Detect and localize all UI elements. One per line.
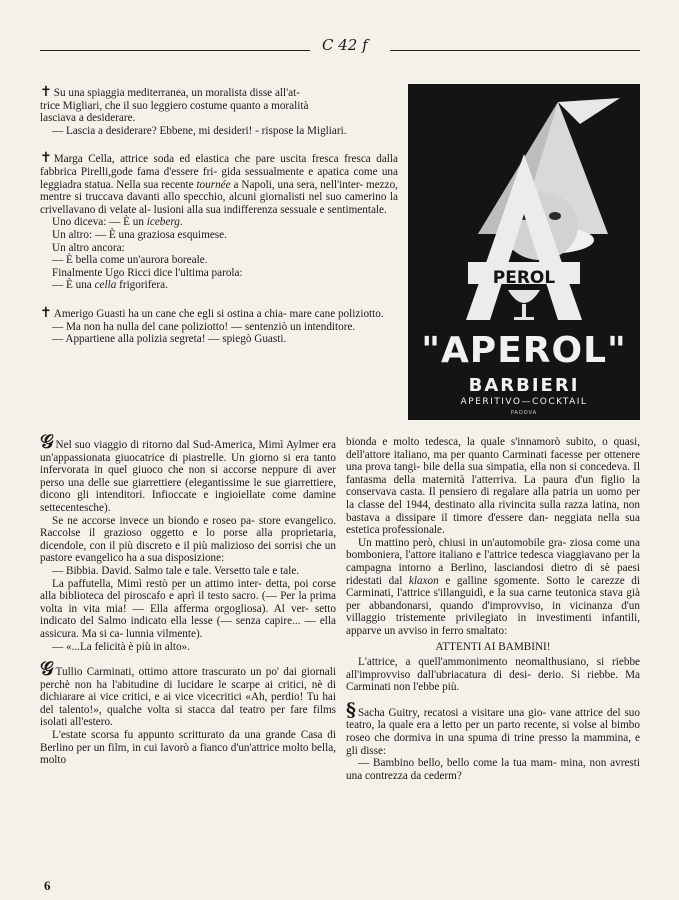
migliari-reply: — Lascia a desiderare? Ebbene, mi desideri! - rispose la Migliari. [52, 124, 347, 137]
guitry-line: — Bambino bello, bello come la tua mam- mina, non avresti una contrezza da cederm? [346, 757, 640, 782]
cross-icon: ✝ [40, 150, 52, 167]
ad-hat-text: PEROL [492, 268, 556, 288]
hat-tip-icon [558, 98, 620, 124]
ad-tagline: APERITIVO—COCKTAIL [460, 397, 588, 407]
carminati-paragraph: L'attrice, a quell'ammonimento neomalthusiano, si riebbe all'improvviso dall'ubriacatura di desi- derio. Si riebbe. Ma Carminati non l'ebbe più. [346, 656, 640, 694]
ornate-initial-icon: 𝒢 [40, 431, 54, 453]
aylmer-paragraph: Se ne accorse invece un biondo e roseo pa- store evangelico. Raccolse il grazioso oggetto e lo porse alla proprietaria, dicendole, con il più discreto e il più malizioso dei sorrisi che un pastore evangelico ha a sua disposizione: [40, 514, 336, 565]
item-guasti: ✝ Amerigo Guasti ha un cane che egli si ostina a chia- mare cane poliziotto. [40, 304, 384, 321]
ornate-initial-icon: § [346, 698, 356, 721]
ornate-initial-icon: 𝒢 [40, 658, 54, 681]
dialogue-line: Un altro ancora: [52, 241, 125, 254]
cross-icon: ✝ [40, 304, 52, 321]
dialogue-line: — È bella come un'aurora boreale. [52, 254, 208, 267]
sign-heading: ATTENTI AI BAMBINI! [435, 640, 551, 653]
left-top-column [40, 84, 398, 346]
carminati-paragraph: L'estate scorsa fu appunto scritturato da una grande Casa di Berlino per un film, in cui lavorò a fianco d'un'attrice molto bella, molto [40, 729, 336, 767]
dialogue-line: Uno diceva: — È un iceberg. [52, 216, 183, 229]
aperol-advertisement [408, 84, 640, 420]
guasti-line: — Appartiene alla polizia segreta! — spiegò Guasti. [52, 333, 287, 346]
left-bottom-column [40, 431, 336, 767]
dialogue-line: — È una cella frigorifera. [52, 279, 168, 292]
eye-icon [549, 212, 561, 220]
header-rule [40, 36, 640, 56]
header-line-right [390, 50, 640, 51]
item-cella: ✝ Marga Cella, attrice soda ed elastica che pare uscita fresca fresca dalla fabbrica Pirelli,gode fama d'essere fri- gida sessualmente e apatica come una leggiadra statua. Nella sua recente tournée a Napoli, una sera, nell'inter- mezzo, mentre si truccava davanti allo specchio, alcuni giornalisti nel suo camerino la crivellavano di velate al- lusioni alla sua indifferenza sessuale e sentimentale. [40, 150, 398, 216]
dialogue-line: Finalmente Ugo Ricci dice l'ultima parola: [52, 266, 243, 279]
aylmer-paragraph: — «...La felicità è più in alto». [52, 640, 190, 653]
guasti-line: — Ma non ha nulla del cane poliziotto! — sentenziò un intenditore. [52, 320, 356, 333]
cross-icon: ✝ [40, 84, 52, 100]
item-carminati: 𝒢 Tullio Carminati, ottimo attore trascurato un po' dai giornali perchè non ha l'abitudine di lucidare le scarpe ai critici, nè di dichiarare ai vice critici, e ai vice vicecritici «Ah, perdio! Tu hai del talento!», qualche volta si stacca dal teatro per fare films isolati all'estero. [40, 658, 336, 729]
page-number: 6 [44, 878, 51, 893]
ad-maker: BARBIERI [468, 375, 580, 396]
carminati-paragraph: Un mattino però, chiusi in un'automobile gra- ziosa come una bomboniera, l'attore italiano e l'attrice tedesca viaggiavano per la campagna intorno a Berlino, lasciandosi dietro di sè paesi ridestati dal klaxon e galline sgomente. Sotto le carezze di Carminati, l'attrice s'illanguidì, e la sua carne teutonica stava già per abbandonarsi, quando d'improvviso, in vicinanza d'un villaggio tristemente privilegiato in investimenti infantili, apparve un avviso in ferro smaltato: [346, 536, 640, 637]
ad-brand: "APEROL" [421, 330, 627, 371]
header-line-left [40, 50, 310, 51]
item-guitry: § Sacha Guitry, recatosi a visitare una gio- vane attrice del suo teatro, la quale era a letto per un parto recente, si volse al bimbo roseo che dormiva in una spuma di trine presso la mammina, e gli disse: [346, 698, 640, 757]
item-aylmer: 𝒢 Nel suo viaggio di ritorno dal Sud-America, Mimì Aylmer era un'appassionata giuocatrice di piastrelle. Un giorno si era tanto infervorata in quel giuoco che non si accorse neppure di aver perso una delle sue giarrettiere (elegantissime le sue giarrettiere, dicono gli intenditori. Infioccate e ingioiellate come damine settecentesche). [40, 431, 336, 514]
ad-city: PADOVA [510, 410, 538, 416]
aylmer-paragraph: La paffutella, Mimì restò per un attimo inter- detta, poi corse alla biblioteca del piroscafo e aprì il testo sacro. (— Per la prima volta in vita mia! — Ella afferma orgogliosa). Al ver- setto indicato del Salmo indicato ella lesse (— senza capire... — ella assicura. Ma si ca- lunnia vilmente). [40, 577, 336, 640]
item-migliari: ✝ Su una spiaggia mediterranea, un moralista disse all'at- trice Migliari, che il suo leggiero costume quanto a moralità lasciava a desiderare. [40, 84, 309, 125]
aylmer-paragraph: — Bibbia. David. Salmo tale e tale. Versetto tale e tale. [52, 564, 300, 577]
handwritten-note: C 42 f [322, 36, 368, 54]
dialogue-line: Un altro: — È una graziosa esquimese. [52, 228, 227, 241]
carminati-continued: bionda e molto tedesca, la quale s'innamorò subito, o quasi, dell'attore italiano, ma per quanto Carminati facesse per ottenere una prova tangi- bile della sua simpatia, ella non si concedeva. Il fantasma della maternità l'atterriva. La paura d'un figlio la conservava casta. Il pensiero di regalare alla patria un uomo per la classe del 1944, destinato alla rivincita sulla razza latina, non bastava a dissipare il timore d'essere dan- neggiata nella sua estetica professionale. [346, 436, 640, 537]
right-bottom-column [346, 436, 640, 782]
cocktail-glass-icon [508, 290, 540, 303]
